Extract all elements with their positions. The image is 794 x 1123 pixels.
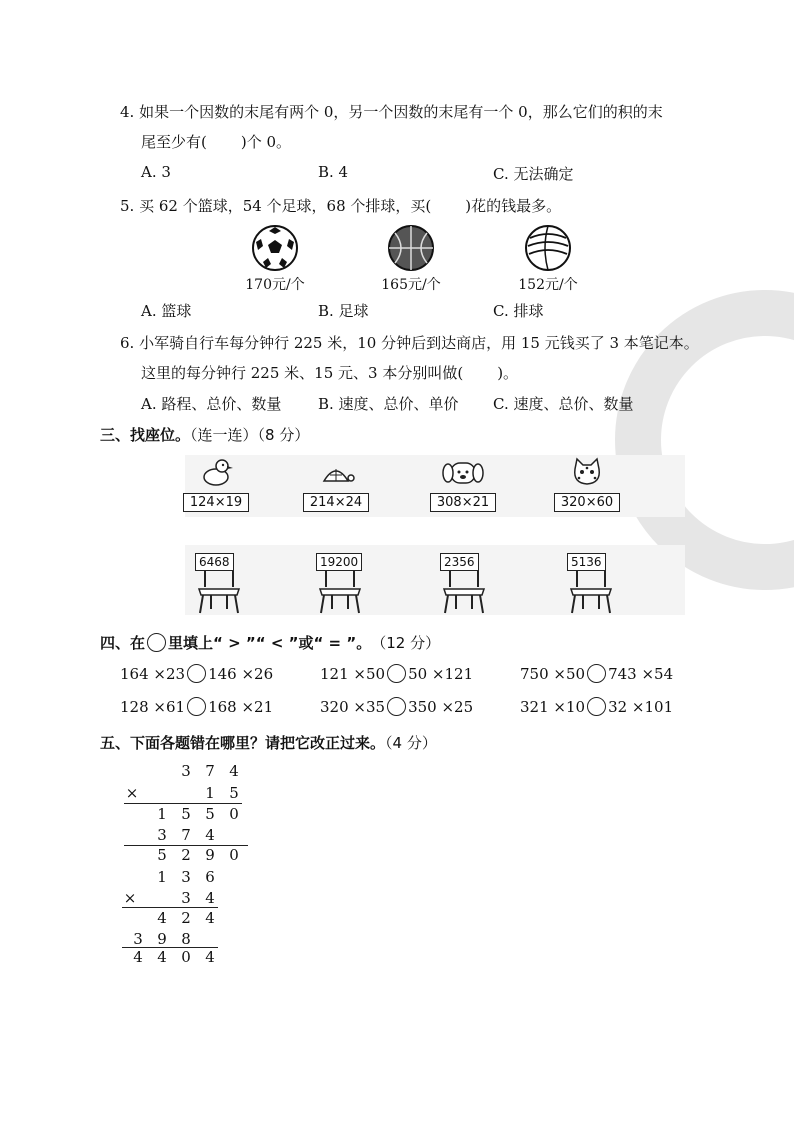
digit: 8: [181, 930, 191, 948]
volleyball-item: [488, 224, 608, 294]
compare-item: [320, 697, 473, 716]
expr-box: 308×21: [430, 493, 496, 512]
digit: 4: [157, 909, 167, 927]
soccer-ball-icon: [251, 224, 299, 272]
right-expr: 743 ×54: [608, 664, 674, 683]
right-expr: 32 ×101: [608, 697, 674, 716]
q5-option-b[interactable]: B. 足球: [318, 302, 369, 320]
cat-icon: [567, 457, 607, 487]
soccer-ball-item: [215, 224, 335, 294]
section3-points: （连一连）（8 分）: [190, 426, 310, 444]
q4-line2: [141, 131, 291, 152]
compare-circle[interactable]: [587, 697, 606, 716]
digit: 4: [157, 948, 167, 966]
seat-number: 6468: [195, 553, 234, 571]
digit: 3: [181, 868, 191, 886]
animal-card-dog[interactable]: [403, 457, 523, 512]
section3-title: [100, 424, 309, 445]
right-expr: 146 ×26: [208, 664, 274, 683]
q4-option-c[interactable]: C. 无法确定: [493, 165, 574, 183]
digit: 0: [181, 948, 191, 966]
digit: 7: [205, 762, 215, 780]
section4-heading-a: 四、在: [100, 634, 146, 652]
q6-line1: 6. 小军骑自行车每分钟行 225 米，10 分钟后到达商店，用 15 元钱买了 3 本笔记本。: [120, 334, 699, 352]
compare-item: [520, 697, 673, 716]
compare-circle[interactable]: [187, 697, 206, 716]
basketball-item: [351, 224, 471, 294]
section5-heading: 五、下面各题错在哪里？请把它改正过来。: [100, 734, 386, 752]
section5-points: （4 分）: [385, 734, 437, 752]
digit: 0: [229, 846, 239, 864]
section4-heading-b: 里填上“ > ”“ < ”或“ = ”。: [168, 634, 372, 652]
digit: 9: [157, 930, 167, 948]
seat-number: 5136: [567, 553, 606, 571]
q4-option-b[interactable]: B. 4: [318, 163, 349, 181]
q6-line2: [141, 362, 518, 383]
q5-text-b: )花的钱最多。: [465, 197, 562, 215]
section4-points: （12 分）: [371, 634, 441, 652]
q6-option-b[interactable]: B. 速度、总价、单价: [318, 395, 459, 413]
digit: 4: [133, 948, 143, 966]
chair-2356[interactable]: [426, 553, 506, 619]
circle-icon: [147, 633, 166, 652]
compare-item: [520, 664, 673, 683]
calc-line: [122, 907, 218, 908]
section5-title: [100, 732, 437, 753]
compare-item: [120, 697, 273, 716]
digit: 4: [205, 948, 215, 966]
left-expr: 164 ×23: [120, 664, 186, 683]
chair-19200[interactable]: [302, 553, 382, 619]
animal-card-cat[interactable]: [527, 457, 647, 512]
digit: 1: [157, 868, 167, 886]
volleyball-price: 152元/个: [518, 277, 578, 293]
expr-box: 320×60: [554, 493, 620, 512]
digit: 6: [205, 868, 215, 886]
digit: 3: [181, 889, 191, 907]
dog-icon: [440, 457, 486, 487]
q4-line1: 4. 如果一个因数的末尾有两个 0，另一个因数的末尾有一个 0，那么它们的积的末: [120, 103, 663, 121]
q6-option-a[interactable]: A. 路程、总价、数量: [141, 395, 282, 413]
volleyball-icon: [524, 224, 572, 272]
q6-text-a: 这里的每分钟行 225 米、15 元、3 本分别叫做(: [141, 364, 464, 382]
seat-number: 19200: [316, 553, 362, 571]
q4-text-a: 尾至少有(: [141, 133, 207, 151]
basketball-icon: [387, 224, 435, 272]
q5-option-c[interactable]: C. 排球: [493, 302, 544, 320]
q5-line1: [120, 195, 561, 216]
digit: 3: [157, 826, 167, 844]
q6-option-c[interactable]: C. 速度、总价、数量: [493, 395, 634, 413]
digit: 3: [181, 762, 191, 780]
right-expr: 350 ×25: [408, 697, 474, 716]
digit: 4: [229, 762, 239, 780]
digit: 4: [205, 889, 215, 907]
chair-6468[interactable]: [181, 553, 261, 619]
digit: 0: [229, 805, 239, 823]
q4-text-b: )个 0。: [240, 133, 292, 151]
times-sign: ×: [123, 889, 137, 907]
digit: 2: [181, 909, 191, 927]
digit: 2: [181, 846, 191, 864]
basketball-price: 165元/个: [381, 277, 441, 293]
section3-heading: 三、找座位。: [100, 426, 191, 444]
digit: 7: [181, 826, 191, 844]
q5-text-a: 5. 买 62 个篮球，54 个足球，68 个排球，买(: [120, 197, 432, 215]
left-expr: 128 ×61: [120, 697, 186, 716]
compare-circle[interactable]: [387, 697, 406, 716]
section4-title: [100, 632, 440, 653]
digit: 5: [157, 846, 167, 864]
compare-circle[interactable]: [587, 664, 606, 683]
chair-5136[interactable]: [553, 553, 633, 619]
digit: 5: [229, 784, 239, 802]
right-expr: 168 ×21: [208, 697, 274, 716]
digit: 4: [205, 909, 215, 927]
digit: 5: [205, 805, 215, 823]
animal-card-duck[interactable]: [156, 457, 276, 512]
times-sign: ×: [125, 784, 139, 802]
soccer-price: 170元/个: [245, 277, 305, 293]
compare-item: [320, 664, 473, 683]
left-expr: 121 ×50: [320, 664, 386, 683]
digit: 5: [181, 805, 191, 823]
q6-text-b: )。: [497, 364, 519, 382]
left-expr: 750 ×50: [520, 664, 586, 683]
expr-box: 124×19: [183, 493, 249, 512]
digit: 1: [205, 784, 215, 802]
compare-circle[interactable]: [387, 664, 406, 683]
q4-option-a[interactable]: A. 3: [141, 163, 171, 181]
right-expr: 50 ×121: [408, 664, 474, 683]
digit: 9: [205, 846, 215, 864]
calc-line: [124, 803, 242, 804]
expr-box: 214×24: [303, 493, 369, 512]
compare-circle[interactable]: [187, 664, 206, 683]
compare-item: [120, 664, 273, 683]
seat-number: 2356: [440, 553, 479, 571]
q5-option-a[interactable]: A. 篮球: [141, 302, 192, 320]
turtle-icon: [316, 457, 356, 487]
digit: 1: [157, 805, 167, 823]
duck-icon: [196, 457, 236, 487]
left-expr: 320 ×35: [320, 697, 386, 716]
animal-card-turtle[interactable]: [276, 457, 396, 512]
digit: 4: [205, 826, 215, 844]
digit: 3: [133, 930, 143, 948]
left-expr: 321 ×10: [520, 697, 586, 716]
